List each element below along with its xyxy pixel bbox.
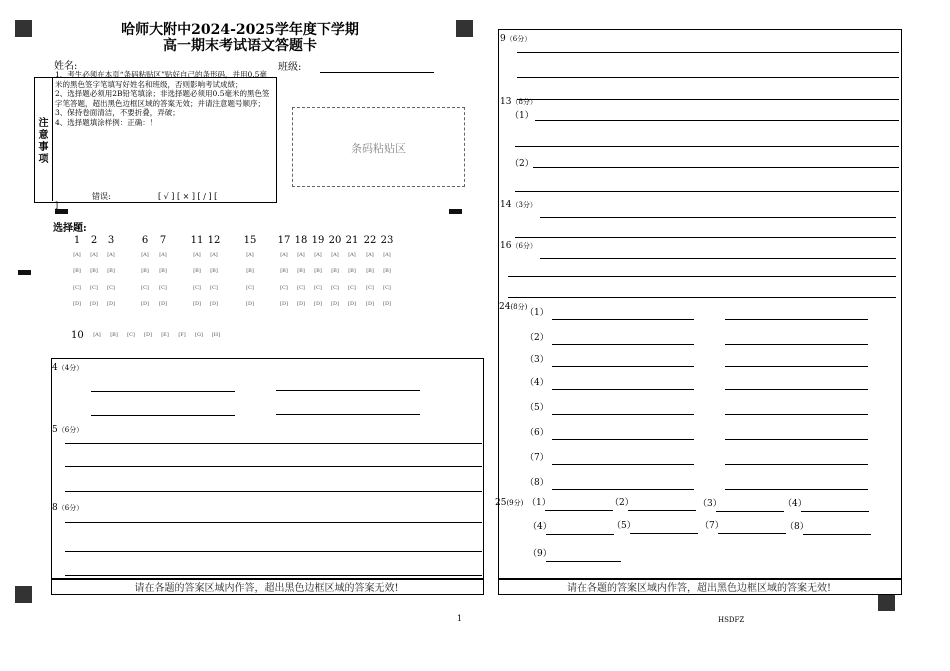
choice-option-bubble[interactable]: [A] bbox=[73, 252, 81, 258]
choice-question-number: 3 bbox=[107, 235, 115, 246]
answer-line[interactable] bbox=[552, 489, 694, 490]
answer-line[interactable] bbox=[725, 439, 868, 440]
answer-line[interactable] bbox=[716, 511, 784, 512]
q25-part-label: （1） bbox=[527, 498, 551, 508]
answer-line[interactable] bbox=[517, 52, 899, 53]
choice-option-bubble[interactable]: [B] bbox=[366, 268, 374, 274]
answer-line[interactable] bbox=[725, 389, 868, 390]
q4-label: 4（4分） bbox=[52, 363, 84, 373]
q24-part-label: （4） bbox=[525, 378, 549, 388]
q10-option-bubble[interactable]: [D] bbox=[144, 332, 152, 338]
choice-option-bubble[interactable]: [A] bbox=[331, 252, 339, 258]
corner-marker-top-center bbox=[456, 20, 473, 37]
choice-option-bubble[interactable]: [B] bbox=[159, 268, 167, 274]
tail-bracket: ] bbox=[55, 201, 59, 210]
answer-line[interactable] bbox=[540, 217, 896, 218]
answer-line[interactable] bbox=[545, 510, 613, 511]
answer-line[interactable] bbox=[535, 120, 899, 121]
choice-option-bubble[interactable]: [D] bbox=[73, 301, 81, 307]
choice-question-number: 20 bbox=[328, 235, 342, 246]
exam-subtitle: 高一期末考试语文答题卡 bbox=[163, 38, 317, 54]
answer-line[interactable] bbox=[546, 561, 621, 562]
answer-line[interactable] bbox=[546, 534, 614, 535]
class-label: 班级: bbox=[278, 62, 302, 73]
choice-option-bubble[interactable]: [A] bbox=[297, 252, 305, 258]
choice-option-bubble[interactable]: [D] bbox=[280, 301, 288, 307]
choice-question-number: 22 bbox=[363, 235, 377, 246]
choice-option-bubble[interactable]: [B] bbox=[107, 268, 115, 274]
choice-question-number: 17 bbox=[277, 235, 291, 246]
q24-part-label: （2） bbox=[525, 333, 549, 343]
choice-option-bubble[interactable]: [D] bbox=[314, 301, 322, 307]
notice-divider bbox=[52, 77, 53, 201]
answer-line[interactable] bbox=[540, 258, 896, 259]
q25-part-label: （2） bbox=[610, 498, 634, 508]
choice-option-bubble[interactable]: [C] bbox=[331, 285, 339, 291]
q25-part-label: （4） bbox=[783, 499, 807, 509]
answer-line[interactable] bbox=[508, 276, 896, 277]
barcode-label: 条码粘贴区 bbox=[351, 142, 406, 155]
choice-option-bubble[interactable]: [B] bbox=[383, 268, 391, 274]
choice-option-bubble[interactable]: [B] bbox=[314, 268, 322, 274]
choice-option-bubble[interactable]: [D] bbox=[141, 301, 149, 307]
answer-line[interactable] bbox=[65, 466, 482, 467]
q10-option-bubble[interactable]: [H] bbox=[211, 332, 221, 338]
q13-part-2: （2） bbox=[510, 159, 534, 169]
choice-option-bubble[interactable]: [C] bbox=[210, 285, 218, 291]
timing-mark bbox=[18, 270, 31, 275]
choice-option-bubble[interactable]: [B] bbox=[280, 268, 288, 274]
class-field-line[interactable] bbox=[320, 72, 434, 73]
choice-question-number: 1 bbox=[73, 235, 81, 246]
choice-question-number: 19 bbox=[311, 235, 325, 246]
choice-option-bubble[interactable]: [B] bbox=[348, 268, 356, 274]
right-footer-warning: 请在各题的答案区域内作答，超出黑色边框区域的答案无效! bbox=[566, 583, 832, 594]
q24-part-label: （8） bbox=[525, 478, 549, 488]
choice-option-bubble[interactable]: [A] bbox=[107, 252, 115, 258]
answer-line[interactable] bbox=[725, 366, 868, 367]
notice-side-label: 注 意 事 项 bbox=[38, 118, 49, 165]
q25-label: 25(9分) bbox=[495, 498, 524, 508]
choice-option-bubble[interactable]: [C] bbox=[297, 285, 305, 291]
right-answer-box bbox=[498, 29, 902, 580]
q25-part-label: （9） bbox=[528, 549, 552, 559]
answer-line[interactable] bbox=[718, 533, 786, 534]
choice-option-bubble[interactable]: [D] bbox=[107, 301, 115, 307]
choice-question-number: 12 bbox=[207, 235, 221, 246]
choice-option-bubble[interactable]: [C] bbox=[280, 285, 288, 291]
notice-item: 1、考生必须在本页“条码粘贴区”贴好自己的条形码，并用0.5毫米的黑色签字笔填写好姓名和班级，否则影响考试成绩； bbox=[55, 70, 267, 89]
answer-line[interactable] bbox=[725, 319, 868, 320]
sheet-code: HSDFZ bbox=[718, 616, 745, 624]
choice-option-bubble[interactable]: [C] bbox=[246, 285, 254, 291]
q13-part-1: （1） bbox=[510, 111, 534, 121]
answer-line[interactable] bbox=[628, 510, 696, 511]
choice-option-bubble[interactable]: [D] bbox=[246, 301, 254, 307]
q25-part-label: （8） bbox=[785, 522, 809, 532]
answer-line[interactable] bbox=[552, 389, 694, 390]
answer-line[interactable] bbox=[725, 414, 868, 415]
q8-label: 8（6分） bbox=[52, 503, 84, 513]
answer-line[interactable] bbox=[630, 533, 698, 534]
choice-option-bubble[interactable]: [A] bbox=[280, 252, 288, 258]
notice-list bbox=[55, 70, 270, 127]
choice-option-bubble[interactable]: [D] bbox=[297, 301, 305, 307]
corner-marker-bottom-left bbox=[15, 586, 32, 603]
choice-option-bubble[interactable]: [C] bbox=[73, 285, 81, 291]
answer-line[interactable] bbox=[725, 489, 868, 490]
choice-option-bubble[interactable]: [D] bbox=[90, 301, 98, 307]
choice-option-bubble[interactable]: [B] bbox=[246, 268, 254, 274]
notice-item: 4、选择题填涂样例：正确：！ bbox=[55, 117, 158, 127]
choice-option-bubble[interactable]: [C] bbox=[107, 285, 115, 291]
choice-option-bubble[interactable]: [D] bbox=[159, 301, 167, 307]
q24-part-label: （7） bbox=[525, 453, 549, 463]
choice-question-number: 18 bbox=[294, 235, 308, 246]
choice-option-bubble[interactable]: [B] bbox=[90, 268, 98, 274]
answer-line[interactable] bbox=[65, 443, 482, 444]
choice-question-number: 21 bbox=[345, 235, 359, 246]
notice-item: 2、选择题必须用2B铅笔填涂；非选择题必须用0.5毫米的黑色签字笔答题，超出黑色边框区域的答案无效；并请注意题号顺序； bbox=[55, 89, 270, 108]
choice-question-number: 6 bbox=[141, 235, 149, 246]
left-footer-warning: 请在各题的答案区域内作答，超出黑色边框区域的答案无效! bbox=[134, 583, 399, 594]
choice-option-bubble[interactable]: [B] bbox=[210, 268, 218, 274]
q25-part-label: （7） bbox=[700, 521, 724, 531]
choice-question-number: 15 bbox=[243, 235, 257, 246]
choice-option-bubble[interactable]: [C] bbox=[314, 285, 322, 291]
answer-line[interactable] bbox=[552, 319, 694, 320]
answer-line[interactable] bbox=[65, 551, 482, 552]
q25-part-label: （5） bbox=[612, 521, 636, 531]
choice-option-bubble[interactable]: [C] bbox=[141, 285, 149, 291]
answer-line[interactable] bbox=[508, 297, 896, 298]
choice-question-number: 7 bbox=[159, 235, 167, 246]
answer-line[interactable] bbox=[276, 414, 420, 415]
q16-label: 16（6分） bbox=[500, 241, 537, 251]
choice-option-bubble[interactable]: [B] bbox=[297, 268, 305, 274]
name-label: 姓名: bbox=[54, 61, 78, 72]
answer-line[interactable] bbox=[91, 415, 235, 416]
answer-line[interactable] bbox=[552, 414, 694, 415]
exam-title: 哈师大附中2024-2025学年度下学期 bbox=[121, 22, 359, 38]
q24-part-label: （3） bbox=[525, 355, 549, 365]
answer-line[interactable] bbox=[725, 464, 868, 465]
q10-number: 10 bbox=[71, 330, 84, 341]
choice-option-bubble[interactable]: [D] bbox=[331, 301, 339, 307]
answer-line[interactable] bbox=[65, 575, 482, 576]
choice-option-bubble[interactable]: [C] bbox=[159, 285, 167, 291]
choice-option-bubble[interactable]: [B] bbox=[73, 268, 81, 274]
q14-label: 14（3分） bbox=[500, 200, 537, 210]
answer-line[interactable] bbox=[91, 391, 235, 392]
answer-line[interactable] bbox=[552, 344, 694, 345]
q10-option-bubble[interactable]: [C] bbox=[127, 332, 135, 338]
q10-option-bubble[interactable]: [G] bbox=[195, 332, 203, 338]
timing-mark bbox=[449, 209, 462, 214]
q24-part-label: （1） bbox=[525, 308, 549, 318]
choice-option-bubble[interactable]: [B] bbox=[193, 268, 201, 274]
wrong-label: 错误: bbox=[92, 192, 111, 201]
choice-option-bubble[interactable]: [D] bbox=[210, 301, 218, 307]
q24-part-label: （6） bbox=[525, 428, 549, 438]
page-number: 1 bbox=[457, 614, 463, 623]
choice-option-bubble[interactable]: [A] bbox=[348, 252, 356, 258]
answer-line[interactable] bbox=[552, 366, 694, 367]
answer-line[interactable] bbox=[515, 237, 896, 238]
choice-option-bubble[interactable]: [B] bbox=[141, 268, 149, 274]
choice-option-bubble[interactable]: [D] bbox=[366, 301, 374, 307]
choice-option-bubble[interactable]: [A] bbox=[314, 252, 322, 258]
choice-option-bubble[interactable]: [A] bbox=[246, 252, 254, 258]
choice-option-bubble[interactable]: [C] bbox=[383, 285, 391, 291]
q25-part-label: （3） bbox=[698, 499, 722, 509]
answer-line[interactable] bbox=[517, 77, 899, 78]
choice-option-bubble[interactable]: [A] bbox=[141, 252, 149, 258]
choice-option-bubble[interactable]: [A] bbox=[90, 252, 98, 258]
answer-line[interactable] bbox=[803, 534, 871, 535]
choice-option-bubble[interactable]: [D] bbox=[193, 301, 201, 307]
q9-label: 9（6分） bbox=[500, 34, 532, 44]
q5-label: 5（6分） bbox=[52, 425, 84, 435]
choice-option-bubble[interactable]: [D] bbox=[348, 301, 356, 307]
corner-marker-top-left bbox=[15, 20, 32, 37]
notice-item: 3、保持卷面清洁，不要折叠，弄破； bbox=[55, 108, 180, 117]
answer-line[interactable] bbox=[552, 439, 694, 440]
choice-question-number: 11 bbox=[190, 235, 204, 246]
answer-line[interactable] bbox=[276, 390, 420, 391]
choice-option-bubble[interactable]: [A] bbox=[210, 252, 218, 258]
choice-option-bubble[interactable]: [C] bbox=[366, 285, 374, 291]
q13-label: 13（8分） bbox=[500, 97, 537, 107]
q10-option-bubble[interactable]: [B] bbox=[110, 332, 118, 338]
choice-label: 选择题: bbox=[53, 223, 87, 234]
answer-line[interactable] bbox=[552, 464, 694, 465]
q24-label: 24(8分) bbox=[499, 302, 528, 312]
choice-option-bubble[interactable]: [A] bbox=[159, 252, 167, 258]
choice-option-bubble[interactable]: [A] bbox=[383, 252, 391, 258]
choice-option-bubble[interactable]: [D] bbox=[383, 301, 391, 307]
choice-option-bubble[interactable]: [A] bbox=[193, 252, 201, 258]
choice-option-bubble[interactable]: [A] bbox=[366, 252, 374, 258]
choice-question-number: 2 bbox=[90, 235, 98, 246]
q24-part-label: （5） bbox=[525, 403, 549, 413]
answer-line[interactable] bbox=[515, 191, 899, 192]
q10-option-bubble[interactable]: [A] bbox=[93, 332, 101, 338]
q10-option-bubble[interactable]: [F] bbox=[178, 332, 186, 338]
choice-option-bubble[interactable]: [C] bbox=[90, 285, 98, 291]
q25-part-label: （4） bbox=[528, 522, 552, 532]
choice-option-bubble[interactable]: [C] bbox=[348, 285, 356, 291]
answer-line[interactable] bbox=[65, 491, 482, 492]
q10-option-bubble[interactable]: [E] bbox=[161, 332, 169, 338]
choice-option-bubble[interactable]: [B] bbox=[331, 268, 339, 274]
choice-option-bubble[interactable]: [C] bbox=[193, 285, 201, 291]
choice-question-number: 23 bbox=[380, 235, 394, 246]
answer-line[interactable] bbox=[65, 522, 482, 523]
answer-line[interactable] bbox=[517, 99, 899, 100]
wrong-samples: [ √ ] [ × ] [ / ] [ bbox=[158, 192, 218, 201]
answer-line[interactable] bbox=[515, 146, 899, 147]
answer-line[interactable] bbox=[725, 344, 868, 345]
answer-line[interactable] bbox=[801, 511, 869, 512]
answer-line[interactable] bbox=[533, 167, 899, 168]
corner-marker-bottom-right bbox=[878, 594, 895, 611]
